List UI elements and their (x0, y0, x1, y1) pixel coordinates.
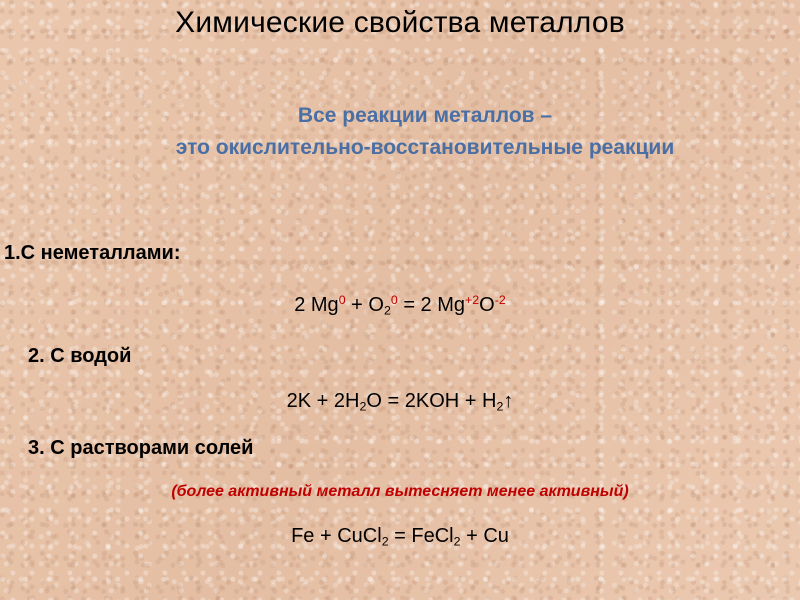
subtitle-line-2: это окислительно-восстановительные реакции (175, 136, 675, 159)
note-text: (более активный металл вытесняет менее активный) (171, 483, 629, 500)
equation-1-oxidation-2: 0 (390, 293, 398, 308)
equation-2 (0, 390, 800, 413)
list-item-heading-3: 3. С растворами солей (28, 437, 254, 459)
equation-1-part-plus: + O (345, 294, 384, 316)
equation-1-part-equals: = 2 Mg (397, 294, 466, 316)
equation-3 (0, 525, 800, 548)
equation-1-oxidation-4: -2 (494, 293, 506, 308)
equation-1-part-element: O (479, 294, 495, 316)
equation-2-subscript-2: 2 (496, 399, 504, 414)
page-title: Химические свойства металлов (175, 6, 625, 39)
equation-1-oxidation-1: 0 (338, 293, 346, 308)
equation-1 (0, 294, 800, 317)
list-item-heading-2: 2. С водой (28, 345, 132, 367)
list-item-heading-1: 1.С неметаллами: (4, 242, 181, 264)
equation-1-subscript-1: 2 (383, 303, 391, 318)
equation-1-part-coef1: 2 Mg (294, 294, 339, 316)
equation-3-part-left: Fe + CuCl (291, 525, 382, 547)
equation-2-part-mid: O = 2KOH + H (366, 390, 497, 412)
equation-3-part-mid: = FeCl (388, 525, 454, 547)
equation-3-part-right: + Cu (460, 525, 509, 547)
equation-3-subscript-1: 2 (381, 534, 389, 549)
equation-2-subscript-1: 2 (359, 399, 367, 414)
equation-2-part-left: 2K + 2H (286, 390, 360, 412)
equation-1-oxidation-3: +2 (465, 293, 480, 308)
slide-subtitle (90, 100, 760, 164)
subtitle-line-1: Все реакции металлов – (297, 104, 553, 127)
equation-3-subscript-2: 2 (453, 534, 461, 549)
equation-2-arrow-up: ↑ (503, 390, 514, 412)
